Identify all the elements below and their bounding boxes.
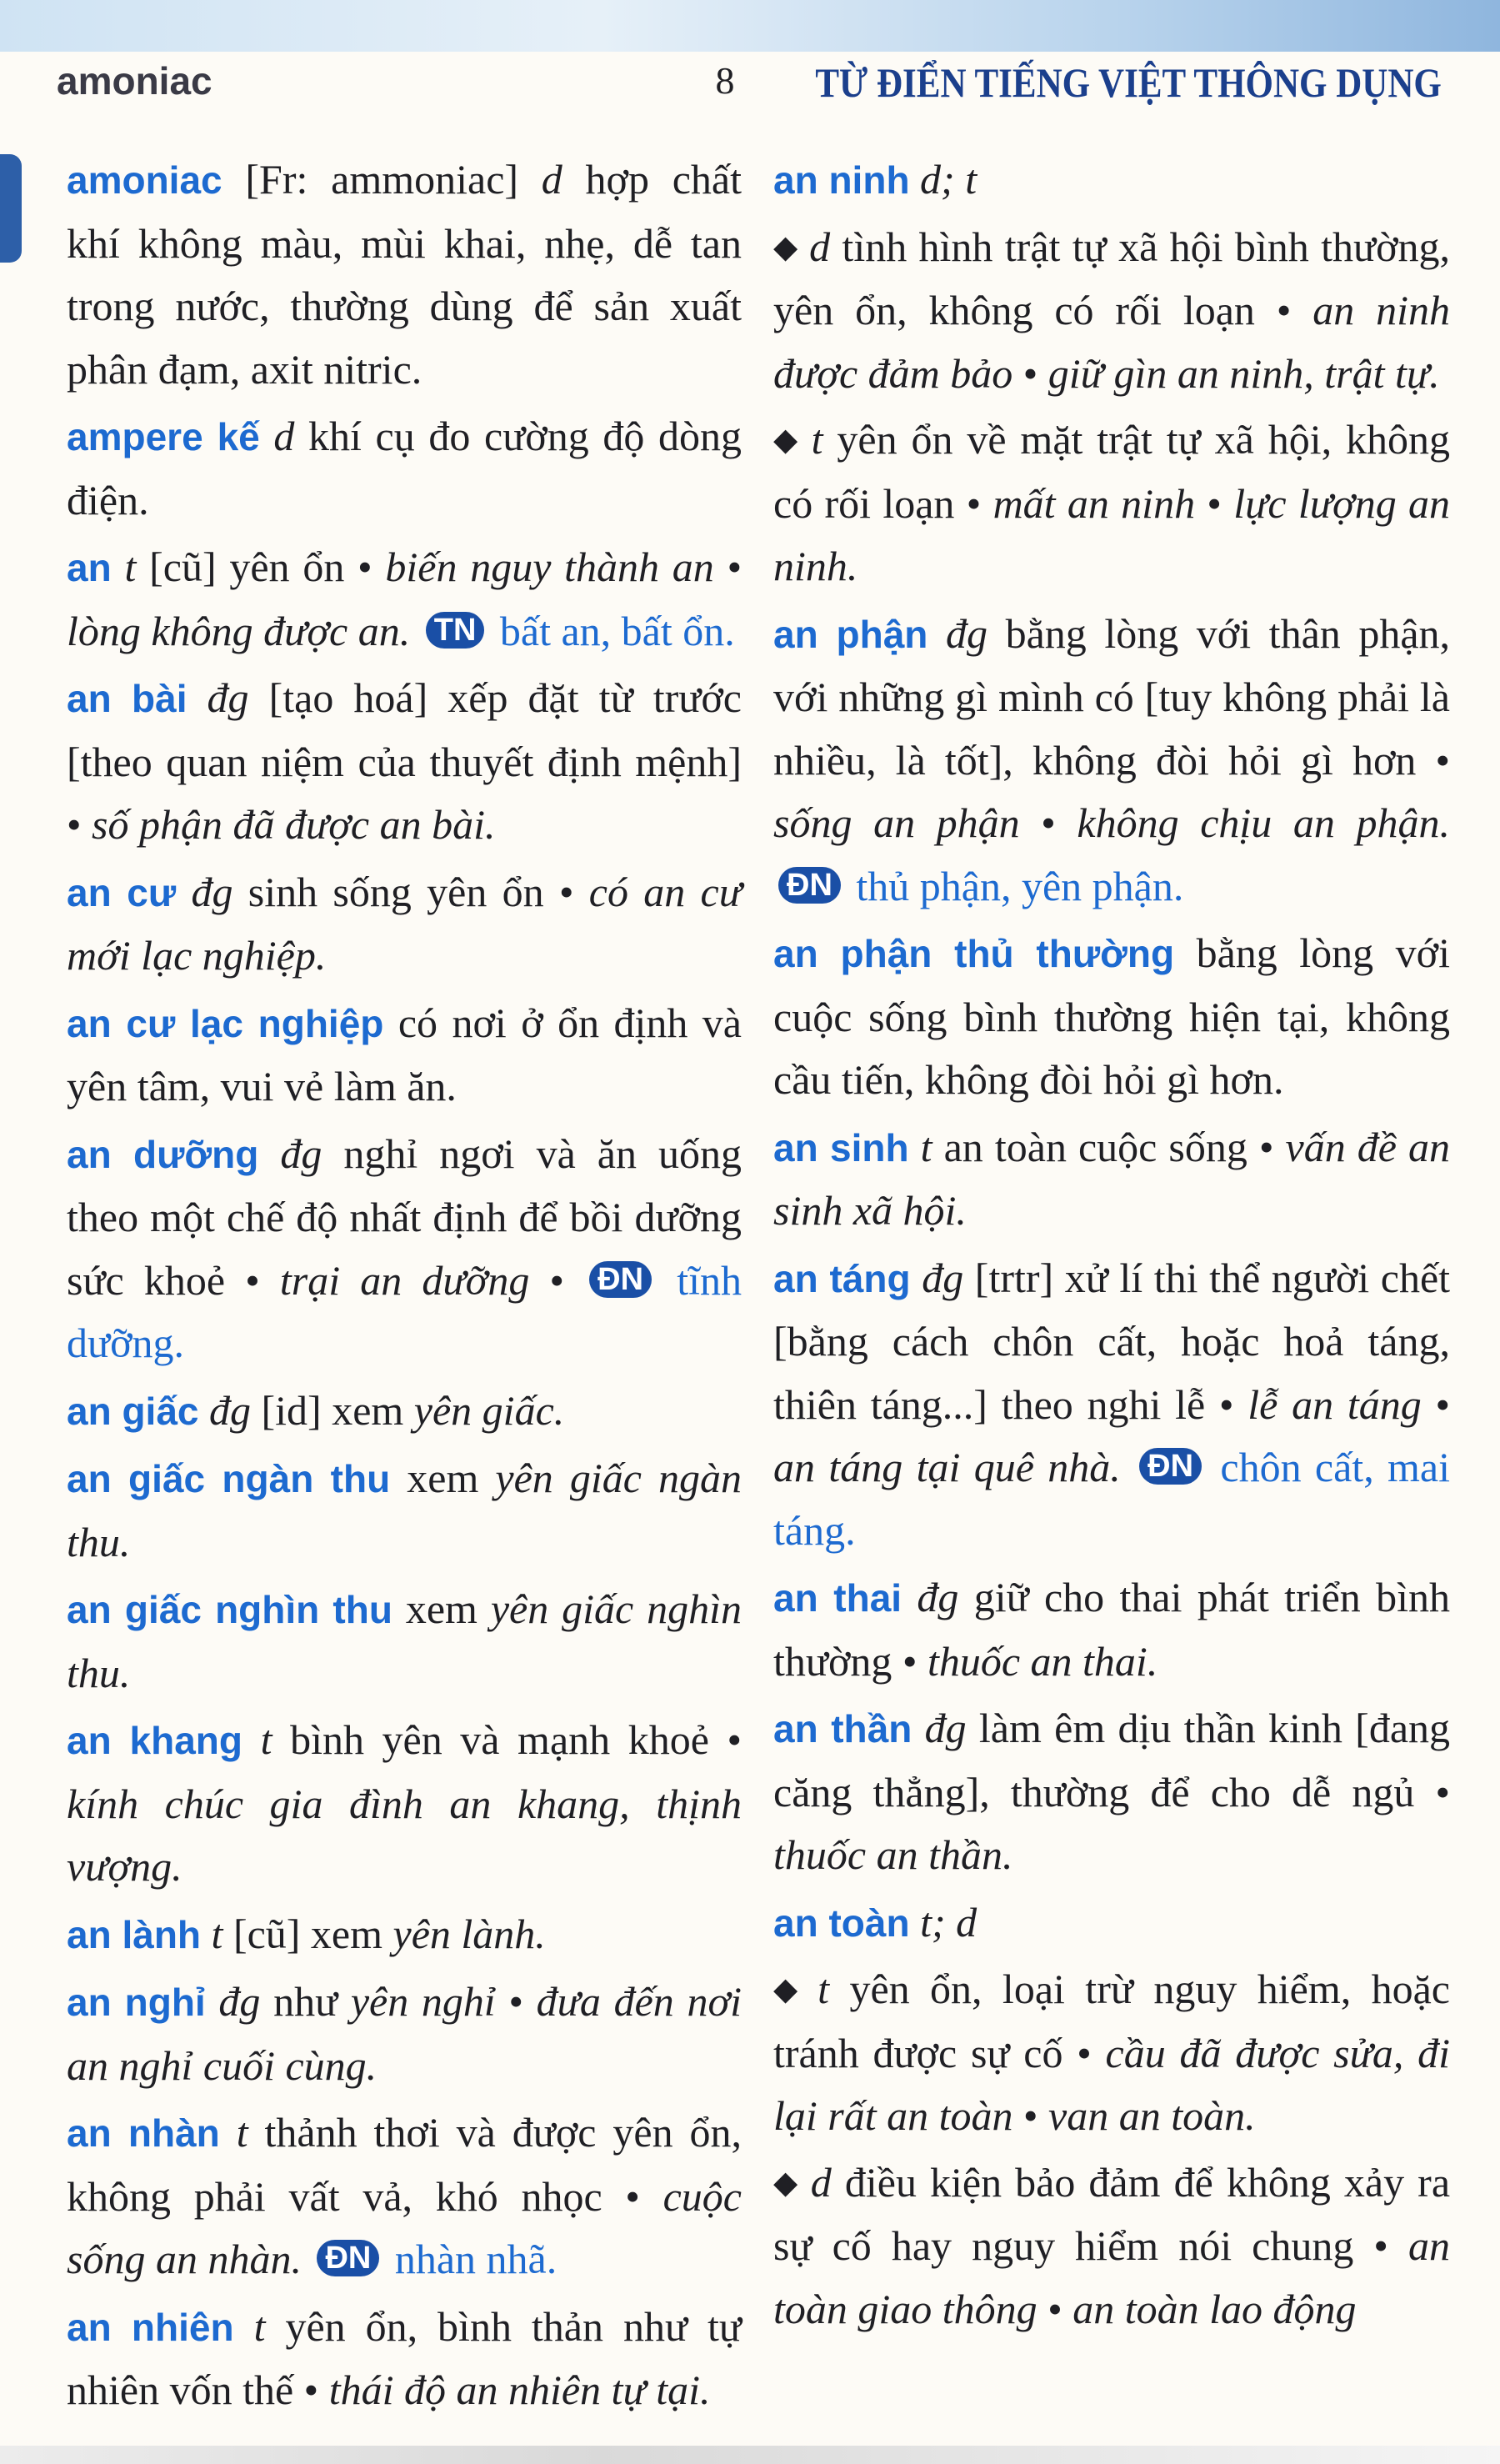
bullet: • [1048, 2285, 1062, 2332]
example: mất an ninh [992, 479, 1196, 527]
definition: tình hình trật tự xã hội bình thường, yên ổn, không có rối loạn [773, 223, 1451, 333]
definition: khí cụ đo cường độ dòng điện. [67, 413, 742, 523]
headword: an giấc [67, 1389, 199, 1433]
part-of-speech: t [818, 1966, 830, 2012]
headword: an nhiên [67, 2305, 234, 2349]
entry-an-khang [67, 1709, 742, 1899]
sense-2 [773, 2151, 1450, 2341]
entry-an-nhien [67, 2296, 742, 2422]
example: giữ gìn an ninh, trật tự. [1048, 349, 1440, 397]
bullet: • [1022, 349, 1038, 397]
example: lực lượng an ninh. [773, 479, 1451, 589]
cross-reference: yên giấc. [413, 1386, 565, 1434]
part-of-speech: t [211, 1910, 223, 1957]
part-of-speech: đg [924, 1705, 967, 1751]
headword: an cư [67, 870, 177, 914]
definition: bình yên và mạnh khoẻ [290, 1716, 709, 1763]
part-of-speech: đg [209, 1386, 252, 1434]
part-of-speech: đg [280, 1129, 322, 1177]
definition: có nơi ở ổn định và yên tâm, vui vẻ làm ăn. [67, 999, 742, 1109]
sense-2 [773, 408, 1450, 598]
example: an toàn giao thông [773, 2222, 1450, 2332]
headword: an nghỉ [67, 1981, 206, 2024]
entry-an-phan [773, 603, 1450, 919]
bullet: • [727, 543, 742, 590]
example: lòng không được an. [67, 607, 411, 654]
diamond-icon: ◆ [773, 423, 802, 458]
definition: giữ cho thai phát triển bình thường [773, 1574, 1451, 1685]
definition: [trtr] xử lí thi thể người chết [bằng cách chôn cất, hoặc hoả táng, thiên táng...] theo nghi lễ [773, 1254, 1451, 1428]
diamond-icon: ◆ [773, 229, 800, 265]
bullet: • [67, 801, 82, 848]
antonyms: bất an, bất ổn. [499, 607, 735, 654]
bullet: • [966, 479, 982, 527]
definition: như [273, 1978, 338, 2025]
synonyms: chôn cất, mai táng. [773, 1444, 1451, 1554]
synonyms: thủ phận, yên phận. [856, 862, 1184, 909]
headword: an thai [773, 1576, 902, 1620]
cross-reference: yên giấc nghìn thu. [67, 1585, 742, 1696]
example: vấn đề an sinh xã hội. [773, 1123, 1451, 1234]
definition: hợp chất khí không màu, mùi khai, nhẹ, dễ tan trong nước, thường dùng để sản xuất phân đạm, axit nitric. [67, 156, 742, 393]
entry-an-sinh [773, 1116, 1450, 1243]
example: không chịu an phận. [1077, 799, 1450, 846]
example: số phận đã được an bài. [92, 801, 496, 848]
part-of-speech: d [273, 413, 295, 459]
bullet: • [245, 1256, 260, 1304]
part-of-speech: t [811, 416, 823, 463]
headword: an nhàn [67, 2111, 220, 2155]
headword: an phận [773, 612, 928, 656]
headword: an phận thủ thường [773, 932, 1175, 975]
definition: bằng lòng với cuộc sống bình thường hiện tại, không cầu tiến, không đòi hỏi gì hơn. [773, 929, 1451, 1103]
entry-an-bai [67, 667, 742, 857]
definition: thảnh thơi và được yên ổn, không phải vất vả, khó nhọc [67, 2109, 742, 2220]
bullet: • [1435, 1380, 1450, 1428]
definition: xem [405, 1585, 478, 1632]
headword: an bài [67, 677, 188, 720]
headword: an cư lạc nghiệp [67, 1001, 384, 1045]
bullet: • [508, 1978, 523, 2025]
entry-an-than [773, 1697, 1450, 1887]
entry-an-cu-lac-nghiep [67, 992, 742, 1119]
bullet: • [1207, 479, 1222, 527]
bullet: • [1077, 2029, 1092, 2076]
headword: an giấc nghìn thu [67, 1588, 392, 1631]
cross-reference: yên nghỉ [350, 1978, 496, 2025]
top-color-band [0, 0, 1500, 52]
example: an toàn lao động [1072, 2285, 1357, 2332]
right-column [773, 148, 1450, 2345]
bullet: • [303, 2366, 319, 2413]
part-of-speech: t [236, 2109, 248, 2156]
bullet: • [1373, 2222, 1388, 2269]
bullet: • [1435, 736, 1451, 784]
part-of-speech: t [920, 1123, 932, 1170]
definition: nghỉ ngơi và ăn uống theo một chế độ nhất định để bồi dưỡng sức khoẻ [67, 1129, 742, 1304]
part-of-speech: t [253, 2302, 266, 2350]
definition: [cũ] xem [232, 1910, 383, 1957]
entry-an-giac-ngan-thu [67, 1447, 742, 1574]
part-of-speech: đg [922, 1254, 964, 1301]
synonyms: nhàn nhã. [394, 2236, 558, 2282]
part-of-speech: t; d [920, 1898, 978, 1946]
bullet: • [1041, 799, 1056, 846]
entry-an-nghi [67, 1971, 742, 2097]
part-of-speech: đg [917, 1574, 959, 1620]
sense-1 [773, 216, 1450, 406]
headword: an sinh [773, 1125, 909, 1169]
example: an ninh được đảm bảo [773, 287, 1451, 397]
part-of-speech: d; t [920, 156, 978, 203]
example: lễ an táng [1248, 1380, 1422, 1428]
headword: an ninh [773, 158, 910, 202]
etymology: [Fr: ammoniac] [245, 156, 519, 203]
example: van an toàn. [1048, 2092, 1256, 2139]
example: biến nguy thành an [385, 543, 714, 590]
entry-amoniac [67, 148, 742, 401]
headword: amoniac [67, 158, 222, 202]
cross-reference: yên lành. [392, 1910, 546, 1957]
bullet: • [1023, 2092, 1038, 2139]
dictionary-title: TỪ ĐIỂN TIẾNG VIỆT THÔNG DỤNG [815, 59, 1442, 106]
part-of-speech: d [809, 223, 831, 270]
headword: an giấc ngàn thu [67, 1457, 391, 1500]
entry-an-duong [67, 1123, 742, 1375]
headword: ampere kế [67, 415, 260, 458]
bottom-edge [0, 2446, 1500, 2464]
definition: yên ổn, loại trừ nguy hiểm, hoặc tránh được sự cố [773, 1966, 1450, 2076]
example: thuốc an thần. [773, 1831, 1013, 1878]
definition: [tạo hoá] xếp đặt từ trước [theo quan niệm của thuyết định mệnh] [67, 674, 742, 785]
headword: an dưỡng [67, 1132, 259, 1176]
headword: an khang [67, 1719, 242, 1762]
cross-reference: yên giấc ngàn thu. [67, 1455, 742, 1565]
definition: xem [407, 1455, 479, 1501]
guide-word: amoniac [57, 59, 212, 103]
example: trại an dưỡng [279, 1256, 530, 1304]
thumb-index-tab [0, 154, 22, 263]
example: thuốc an thai. [927, 1637, 1158, 1685]
definition: sinh sống yên ổn [248, 868, 544, 915]
definition: [cũ] yên ổn [149, 543, 345, 590]
bullet: • [1258, 1123, 1274, 1170]
entry-an-thai [773, 1566, 1450, 1693]
example: an táng tại quê nhà. [773, 1444, 1121, 1490]
example: cầu đã được sửa, đi lại rất an toàn [773, 2029, 1451, 2139]
definition: làm êm dịu thần kinh [đang căng thẳng], thường để cho dễ ngủ [773, 1705, 1451, 1815]
synonym-badge: ĐN [589, 1261, 652, 1298]
example: có an cư mới lạc nghiệp. [67, 868, 742, 979]
part-of-speech: t [260, 1716, 272, 1763]
example: sống an phận [773, 799, 1020, 846]
entry-an-giac-nghin-thu [67, 1578, 742, 1705]
entry-ampere-ke [67, 405, 742, 532]
part-of-speech: đg [945, 609, 988, 657]
part-of-speech: đg [218, 1978, 261, 2025]
example: cuộc sống an nhàn. [67, 2172, 742, 2282]
entry-an-tang [773, 1247, 1450, 1563]
diamond-icon: ◆ [773, 1972, 808, 2007]
definition: an toàn cuộc sống [943, 1123, 1248, 1170]
synonym-badge: ĐN [778, 867, 841, 904]
definition: điều kiện bảo đảm để không xảy ra sự cố hay nguy hiểm nói chung [773, 2158, 1451, 2269]
synonym-badge: ĐN [317, 2240, 379, 2276]
bullet: • [625, 2172, 640, 2220]
entry-an-cu [67, 861, 742, 988]
bullet: • [1219, 1380, 1234, 1428]
definition: [id] xem [261, 1386, 404, 1434]
headword: an lành [67, 1912, 202, 1956]
definition: yên ổn, bình thản như tự nhiên vốn thế [67, 2302, 742, 2413]
part-of-speech: đg [207, 674, 249, 721]
headword: an [67, 546, 112, 589]
example: thái độ an nhiên tự tại. [328, 2366, 711, 2413]
bullet: • [549, 1256, 565, 1304]
sense-1 [773, 1958, 1450, 2148]
example: đưa đến nơi an nghỉ cuối cùng. [67, 1978, 742, 2089]
entry-an-toan [773, 1891, 1450, 2341]
entry-an-ninh [773, 148, 1450, 598]
entry-an [67, 536, 742, 663]
antonym-badge: TN [426, 612, 485, 649]
bullet: • [1276, 287, 1292, 333]
definition: bằng lòng với thân phận, với những gì mình có [tuy không phải là nhiều, là tốt], không đòi hỏi gì hơn [773, 609, 1451, 784]
bullet: • [902, 1637, 918, 1685]
headword: an toàn [773, 1901, 910, 1945]
page-header [0, 52, 1500, 127]
headword: an táng [773, 1256, 911, 1300]
bullet: • [558, 868, 574, 915]
definition: yên ổn về mặt trật tự xã hội, không có rối loạn [773, 416, 1451, 527]
entry-an-giac [67, 1380, 742, 1444]
entry-an-phan-thu-thuong [773, 922, 1450, 1112]
diamond-icon: ◆ [773, 2165, 801, 2201]
entry-an-lanh [67, 1903, 742, 1967]
synonyms: tĩnh dưỡng. [67, 1256, 742, 1366]
left-column [67, 148, 742, 2426]
part-of-speech: d [810, 2158, 832, 2206]
bullet: • [1435, 1768, 1450, 1815]
bullet: • [727, 1716, 742, 1763]
page-number: 8 [715, 59, 735, 102]
part-of-speech: d [541, 156, 562, 203]
synonym-badge: ĐN [1139, 1448, 1202, 1485]
entry-an-nhan [67, 2101, 742, 2291]
part-of-speech: t [124, 543, 137, 590]
headword: an thần [773, 1707, 912, 1750]
part-of-speech: đg [191, 868, 233, 915]
bullet: • [358, 543, 372, 590]
example: kính chúc gia đình an khang, thịnh vượng. [67, 1780, 742, 1890]
